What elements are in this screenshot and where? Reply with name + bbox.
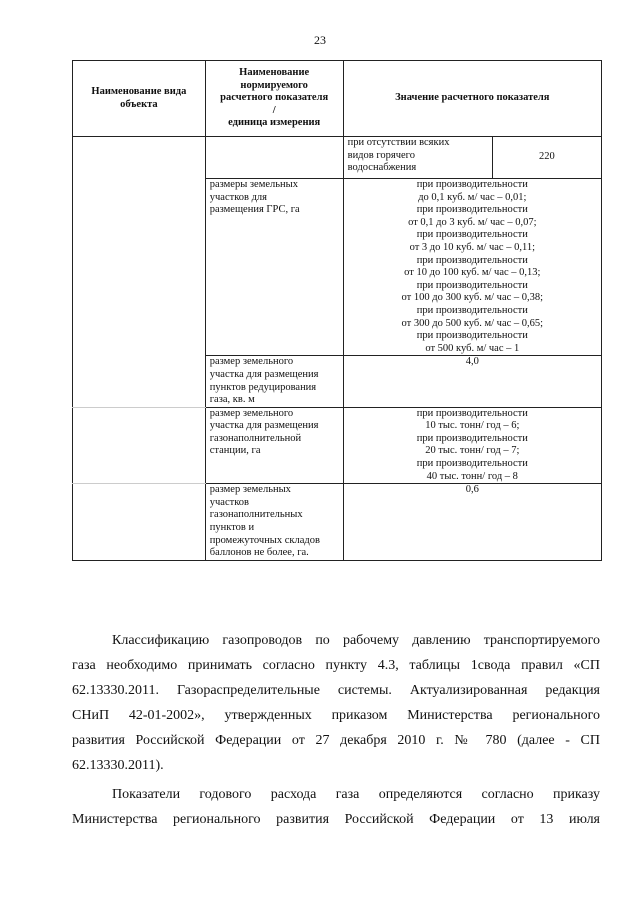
value-cell: 220	[492, 137, 601, 179]
table-header-row	[73, 61, 602, 137]
indicator-cell: размер земельных участков газонаполнительных пунктов и промежуточных складов баллонов не более, га.	[205, 484, 343, 561]
paragraph-line: Министерства регионального развития Российской Федерации от 13 июля	[72, 812, 600, 827]
object-type-cell	[73, 407, 206, 484]
paragraph-line: 62.13330.2011. Газораспределительные системы. Актуализированная редакция	[72, 683, 600, 698]
value-cell: 4,0	[343, 356, 601, 407]
indicator-cell	[205, 137, 343, 179]
paragraph-line: Показатели годового расхода газа определяются согласно приказу	[112, 787, 600, 802]
header-indicator: Наименование нормируемого расчетного показателя / единица измерения	[205, 61, 343, 137]
table-row	[73, 407, 602, 484]
indicator-cell: размеры земельных участков для размещения ГРС, га	[205, 179, 343, 356]
norms-table	[72, 60, 602, 561]
paragraph-annual-gas-consumption	[72, 782, 600, 832]
indicator-cell: размер земельного участка для размещения пунктов редуцирования газа, кв. м	[205, 356, 343, 407]
paragraph-line: Классификацию газопроводов по рабочему давлению транспортируемого	[112, 633, 600, 648]
indicator-cell: размер земельного участка для размещения газонаполнительной станции, га	[205, 407, 343, 484]
value-cell: при производительности 10 тыс. тонн/ год – 6; при производительности 20 тыс. тонн/ год – 7; при производительности 40 тыс. тонн/ год – 8	[343, 407, 601, 484]
paragraph-line: развития Российской Федерации от 27 декабря 2010 г. № 780 (далее - СП	[72, 733, 600, 748]
header-value: Значение расчетного показателя	[343, 61, 601, 137]
value-cell: 0,6	[343, 484, 601, 561]
page-number: 23	[314, 33, 326, 47]
object-type-cell	[73, 484, 206, 561]
paragraph-gas-pipeline-classification	[72, 628, 600, 778]
paragraph-line: газа необходимо принимать согласно пункту 4.3, таблицы 1свода правил «СП	[72, 658, 600, 673]
paragraph-line: СНиП 42-01-2002», утвержденных приказом Министерства регионального	[72, 708, 600, 723]
value-cell: при производительности до 0,1 куб. м/ час – 0,01; при производительности от 0,1 до 3 куб. м/ час – 0,07; при производительности от 3 до 10 куб. м/ час – 0,11; при производительности от 10 до 100 куб. м/ час – 0,13; при производительности от 100 до 300 куб. м/ час – 0,38; при производительности от 300 до 500 куб. м/ час – 0,65; при производительности от 500 куб. м/ час – 1	[343, 179, 601, 356]
header-object-type: Наименование вида объекта	[73, 61, 206, 137]
paragraph-line: 62.13330.2011).	[72, 758, 164, 773]
object-type-cell	[73, 137, 206, 408]
table-row	[73, 137, 602, 179]
table-row	[73, 484, 602, 561]
sub-condition-cell: при отсутствии всяких видов горячего водоснабжения	[343, 137, 492, 179]
